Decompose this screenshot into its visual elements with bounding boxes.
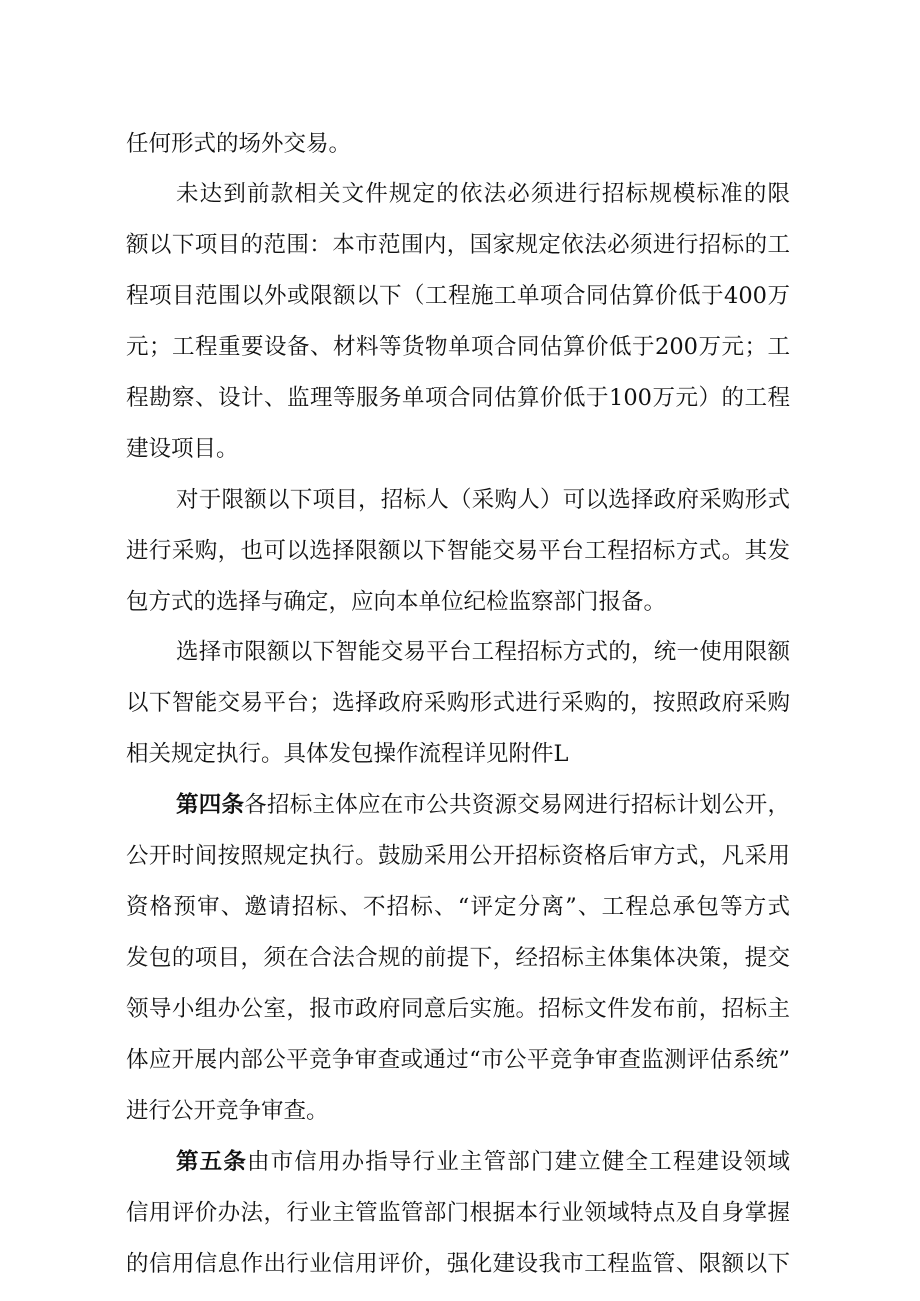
paragraph-line: 选择市限额以下智能交易平台工程招标方式的，统一使用限额 [176, 639, 790, 665]
article-4-first-line [176, 779, 790, 831]
paragraph-text: 由市信用办指导行业主管部门建立健全工程建设领域 [246, 1149, 790, 1175]
article-5-first-line [176, 1136, 790, 1188]
paragraph-line: 公开时间按照规定执行。鼓励采用公开招标资格后审方式，凡采用 [126, 843, 790, 869]
paragraph-line: 信用评价办法，行业主管监管部门根据本行业领域特点及自身掌握 [126, 1200, 790, 1226]
paragraph-line: 相关规定执行。具体发包操作流程详见附件L [126, 741, 569, 767]
article-heading: 第四条 [176, 792, 245, 818]
paragraph-line: 进行采购，也可以选择限额以下智能交易平台工程招标方式。其发 [126, 538, 790, 564]
paragraph-line: 领导小组办公室，报市政府同意后实施。招标文件发布前，招标主 [126, 996, 790, 1022]
paragraph-line: 额以下项目的范围：本市范围内，国家规定依法必须进行招标的工 [126, 232, 790, 258]
paragraph-line: 元；工程重要设备、材料等货物单项合同估算价低于200万元；工 [126, 334, 790, 360]
paragraph-line: 体应开展内部公平竞争审查或通过“市公平竞争审查监测评估系统” [126, 1047, 790, 1073]
paragraph-line: 任何形式的场外交易。 [126, 131, 352, 157]
article-heading: 第五条 [176, 1149, 247, 1175]
paragraph-line: 以下智能交易平台；选择政府采购形式进行采购的，按照政府采购 [126, 690, 790, 716]
paragraph-line: 进行公开竞争审查。 [126, 1098, 329, 1124]
paragraph-line: 包方式的选择与确定，应向本单位纪检监察部门报备。 [126, 589, 667, 615]
paragraph-line: 建设项目。 [126, 436, 239, 462]
paragraph-line: 发包的项目，须在合法合规的前提下，经招标主体集体决策，提交 [126, 945, 790, 971]
paragraph-line: 程项目范围以外或限额以下（工程施工单项合同估算价低于400万 [126, 283, 790, 309]
paragraph-line: 对于限额以下项目，招标人（采购人）可以选择政府采购形式 [176, 487, 790, 513]
paragraph-line: 的信用信息作出行业信用评价，强化建设我市工程监管、限额以下 [126, 1251, 790, 1277]
paragraph-line: 资格预审、邀请招标、不招标、“评定分离”、工程总承包等方式 [126, 894, 790, 920]
paragraph-line: 未达到前款相关文件规定的依法必须进行招标规模标准的限 [176, 181, 790, 207]
paragraph-line: 程勘察、设计、监理等服务单项合同估算价低于100万元）的工程 [126, 385, 790, 411]
paragraph-text: 各招标主体应在市公共资源交易网进行招标计划公开， [244, 792, 790, 818]
